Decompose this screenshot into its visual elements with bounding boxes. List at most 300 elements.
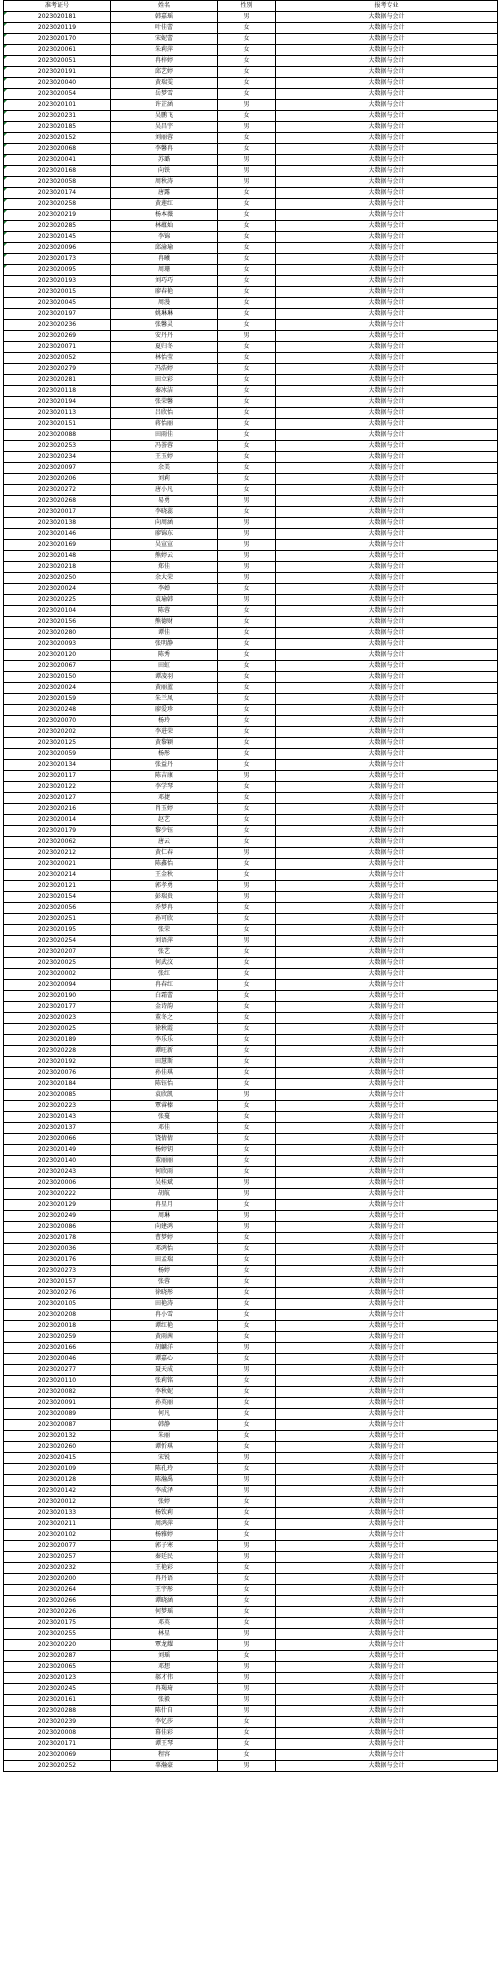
- cell-gender: 女: [218, 716, 276, 727]
- cell-exam-id: 2023020150: [4, 672, 111, 683]
- cell-major: 大数据与会计: [276, 144, 498, 155]
- cell-gender: 女: [218, 1266, 276, 1277]
- cell-gender: 女: [218, 958, 276, 969]
- cell-major: 大数据与会计: [276, 1266, 498, 1277]
- cell-major: 大数据与会计: [276, 331, 498, 342]
- cell-name: 何欣雨: [111, 1167, 218, 1178]
- cell-name: 叶佳蕾: [111, 23, 218, 34]
- table-row: [4, 221, 498, 232]
- cell-exam-id: 2023020214: [4, 870, 111, 881]
- cell-major: 大数据与会计: [276, 463, 498, 474]
- table-row: [4, 56, 498, 67]
- cell-name: 张明静: [111, 639, 218, 650]
- cell-name: 郭子寒: [111, 1541, 218, 1552]
- cell-gender: 女: [218, 1277, 276, 1288]
- cell-gender: 男: [218, 1706, 276, 1717]
- cell-exam-id: 2023020094: [4, 980, 111, 991]
- table-row: [4, 947, 498, 958]
- table-row: [4, 232, 498, 243]
- cell-gender: 女: [218, 650, 276, 661]
- cell-exam-id: 2023020014: [4, 815, 111, 826]
- cell-major: 大数据与会计: [276, 1442, 498, 1453]
- cell-major: 大数据与会计: [276, 848, 498, 859]
- cell-exam-id: 2023020087: [4, 1420, 111, 1431]
- cell-name: 杨彤: [111, 749, 218, 760]
- cell-gender: 女: [218, 144, 276, 155]
- cell-name: 张蓉: [111, 1277, 218, 1288]
- cell-major: 大数据与会计: [276, 694, 498, 705]
- cell-gender: 女: [218, 914, 276, 925]
- cell-name: 赵艺: [111, 815, 218, 826]
- cell-gender: 女: [218, 1002, 276, 1013]
- cell-gender: 女: [218, 628, 276, 639]
- cell-gender: 女: [218, 287, 276, 298]
- cell-gender: 女: [218, 320, 276, 331]
- table-row: [4, 1684, 498, 1695]
- cell-major: 大数据与会计: [276, 1277, 498, 1288]
- cell-major: 大数据与会计: [276, 1409, 498, 1420]
- cell-major: 大数据与会计: [276, 386, 498, 397]
- cell-major: 大数据与会计: [276, 980, 498, 991]
- cell-name: 吴鹏飞: [111, 111, 218, 122]
- table-row: [4, 1376, 498, 1387]
- cell-exam-id: 2023020062: [4, 837, 111, 848]
- cell-gender: 女: [218, 254, 276, 265]
- cell-exam-id: 2023020008: [4, 1728, 111, 1739]
- cell-exam-id: 2023020024: [4, 683, 111, 694]
- cell-name: 陈瀚禹: [111, 1475, 218, 1486]
- cell-exam-id: 2023020061: [4, 45, 111, 56]
- cell-name: 乔梦冉: [111, 903, 218, 914]
- cell-name: 吴宣宣: [111, 540, 218, 551]
- cell-gender: 女: [218, 1464, 276, 1475]
- cell-exam-id: 2023020211: [4, 1519, 111, 1530]
- cell-gender: 女: [218, 1728, 276, 1739]
- cell-name: 韩静: [111, 1420, 218, 1431]
- cell-gender: 女: [218, 1244, 276, 1255]
- cell-major: 大数据与会计: [276, 1376, 498, 1387]
- cell-major: 大数据与会计: [276, 958, 498, 969]
- cell-name: 金诗韵: [111, 1002, 218, 1013]
- cell-major: 大数据与会计: [276, 738, 498, 749]
- cell-gender: 女: [218, 639, 276, 650]
- table-row: [4, 1024, 498, 1035]
- header-exam-id: 准考证号: [4, 1, 111, 12]
- table-row: [4, 199, 498, 210]
- cell-major: 大数据与会计: [276, 122, 498, 133]
- table-row: [4, 1464, 498, 1475]
- cell-major: 大数据与会计: [276, 1728, 498, 1739]
- cell-exam-id: 2023020076: [4, 1068, 111, 1079]
- table-row: [4, 837, 498, 848]
- table-row: [4, 1277, 498, 1288]
- cell-major: 大数据与会计: [276, 562, 498, 573]
- cell-name: 何梦瑶: [111, 1607, 218, 1618]
- candidate-table: [3, 0, 498, 1772]
- table-row: [4, 452, 498, 463]
- table-row: [4, 375, 498, 386]
- cell-exam-id: 2023020051: [4, 56, 111, 67]
- cell-name: 郑佳: [111, 562, 218, 573]
- table-row: [4, 1552, 498, 1563]
- cell-exam-id: 2023020152: [4, 133, 111, 144]
- cell-gender: 女: [218, 793, 276, 804]
- cell-name: 覃睿榛: [111, 1101, 218, 1112]
- table-row: [4, 397, 498, 408]
- cell-exam-id: 2023020218: [4, 562, 111, 573]
- cell-gender: 男: [218, 595, 276, 606]
- cell-gender: 女: [218, 364, 276, 375]
- table-row: [4, 683, 498, 694]
- cell-name: 谭红艳: [111, 1321, 218, 1332]
- cell-exam-id: 2023020045: [4, 298, 111, 309]
- table-row: [4, 1068, 498, 1079]
- cell-name: 幕佳彩: [111, 1728, 218, 1739]
- cell-major: 大数据与会计: [276, 298, 498, 309]
- cell-gender: 女: [218, 782, 276, 793]
- cell-name: 朱莉萍: [111, 45, 218, 56]
- cell-name: 王金秋: [111, 870, 218, 881]
- cell-exam-id: 2023020277: [4, 1365, 111, 1376]
- table-row: [4, 419, 498, 430]
- cell-major: 大数据与会计: [276, 1178, 498, 1189]
- cell-name: 胡麟洋: [111, 1343, 218, 1354]
- cell-major: 大数据与会计: [276, 1563, 498, 1574]
- cell-major: 大数据与会计: [276, 1706, 498, 1717]
- cell-gender: 男: [218, 1486, 276, 1497]
- cell-gender: 女: [218, 1046, 276, 1057]
- cell-gender: 女: [218, 353, 276, 364]
- cell-major: 大数据与会计: [276, 1321, 498, 1332]
- cell-exam-id: 2023020151: [4, 419, 111, 430]
- cell-major: 大数据与会计: [276, 111, 498, 122]
- table-row: [4, 848, 498, 859]
- cell-gender: 女: [218, 452, 276, 463]
- cell-gender: 男: [218, 1453, 276, 1464]
- cell-major: 大数据与会计: [276, 1167, 498, 1178]
- cell-major: 大数据与会计: [276, 749, 498, 760]
- cell-gender: 女: [218, 1519, 276, 1530]
- cell-exam-id: 2023020250: [4, 573, 111, 584]
- cell-gender: 女: [218, 1332, 276, 1343]
- cell-name: 刘瑶: [111, 1651, 218, 1662]
- cell-name: 胡航: [111, 1189, 218, 1200]
- cell-name: 孙佳琪: [111, 1068, 218, 1079]
- cell-gender: 女: [218, 969, 276, 980]
- table-row: [4, 1167, 498, 1178]
- cell-gender: 女: [218, 1596, 276, 1607]
- cell-name: 袁瑜韩: [111, 595, 218, 606]
- table-row: [4, 562, 498, 573]
- table-row: [4, 782, 498, 793]
- cell-exam-id: 2023020228: [4, 1046, 111, 1057]
- cell-major: 大数据与会计: [276, 1695, 498, 1706]
- cell-gender: 女: [218, 309, 276, 320]
- cell-major: 大数据与会计: [276, 1541, 498, 1552]
- cell-gender: 男: [218, 1695, 276, 1706]
- cell-major: 大数据与会计: [276, 485, 498, 496]
- cell-major: 大数据与会计: [276, 892, 498, 903]
- table-row: [4, 1101, 498, 1112]
- cell-gender: 女: [218, 1079, 276, 1090]
- cell-exam-id: 2023020105: [4, 1299, 111, 1310]
- cell-name: 周秋涛: [111, 177, 218, 188]
- cell-name: 秦廷民: [111, 1552, 218, 1563]
- cell-major: 大数据与会计: [276, 23, 498, 34]
- table-row: [4, 1651, 498, 1662]
- table-row: [4, 1123, 498, 1134]
- cell-exam-id: 2023020174: [4, 188, 111, 199]
- cell-gender: 男: [218, 936, 276, 947]
- cell-major: 大数据与会计: [276, 1673, 498, 1684]
- header-name: 姓名: [111, 1, 218, 12]
- cell-name: 刘语萍: [111, 936, 218, 947]
- cell-name: 董冬之: [111, 1013, 218, 1024]
- table-row: [4, 694, 498, 705]
- cell-gender: 女: [218, 1156, 276, 1167]
- table-row: [4, 210, 498, 221]
- cell-gender: 女: [218, 276, 276, 287]
- cell-exam-id: 2023020173: [4, 254, 111, 265]
- cell-exam-id: 2023020122: [4, 782, 111, 793]
- cell-name: 张婷: [111, 1497, 218, 1508]
- cell-exam-id: 2023020040: [4, 78, 111, 89]
- cell-gender: 女: [218, 980, 276, 991]
- cell-major: 大数据与会计: [276, 419, 498, 430]
- table-row: [4, 529, 498, 540]
- cell-major: 大数据与会计: [276, 1288, 498, 1299]
- cell-exam-id: 2023020251: [4, 914, 111, 925]
- cell-major: 大数据与会计: [276, 1035, 498, 1046]
- table-row: [4, 1431, 498, 1442]
- cell-gender: 男: [218, 771, 276, 782]
- cell-exam-id: 2023020145: [4, 232, 111, 243]
- cell-gender: 女: [218, 507, 276, 518]
- cell-major: 大数据与会计: [276, 507, 498, 518]
- table-row: [4, 903, 498, 914]
- cell-exam-id: 2023020219: [4, 210, 111, 221]
- cell-name: 林星: [111, 1629, 218, 1640]
- cell-exam-id: 2023020231: [4, 111, 111, 122]
- cell-major: 大数据与会计: [276, 155, 498, 166]
- cell-exam-id: 2023020125: [4, 738, 111, 749]
- cell-major: 大数据与会计: [276, 430, 498, 441]
- cell-exam-id: 2023020058: [4, 177, 111, 188]
- cell-gender: 女: [218, 760, 276, 771]
- cell-gender: 男: [218, 1211, 276, 1222]
- cell-gender: 男: [218, 1673, 276, 1684]
- cell-name: 陈孔玲: [111, 1464, 218, 1475]
- cell-gender: 女: [218, 870, 276, 881]
- cell-exam-id: 2023020024: [4, 584, 111, 595]
- cell-exam-id: 2023020137: [4, 1123, 111, 1134]
- cell-gender: 女: [218, 738, 276, 749]
- cell-exam-id: 2023020121: [4, 881, 111, 892]
- cell-name: 廖爱珍: [111, 705, 218, 716]
- cell-gender: 男: [218, 155, 276, 166]
- table-row: [4, 793, 498, 804]
- cell-major: 大数据与会计: [276, 1046, 498, 1057]
- cell-exam-id: 2023020273: [4, 1266, 111, 1277]
- cell-name: 吴桂斌: [111, 1178, 218, 1189]
- cell-major: 大数据与会计: [276, 1552, 498, 1563]
- cell-name: 刘巧巧: [111, 276, 218, 287]
- cell-gender: 女: [218, 111, 276, 122]
- cell-gender: 女: [218, 265, 276, 276]
- cell-gender: 女: [218, 1134, 276, 1145]
- cell-exam-id: 2023020281: [4, 375, 111, 386]
- cell-major: 大数据与会计: [276, 199, 498, 210]
- cell-exam-id: 2023020193: [4, 276, 111, 287]
- table-row: [4, 1541, 498, 1552]
- cell-name: 林怡莹: [111, 353, 218, 364]
- cell-major: 大数据与会计: [276, 1299, 498, 1310]
- cell-gender: 男: [218, 1629, 276, 1640]
- cell-exam-id: 2023020129: [4, 1200, 111, 1211]
- cell-exam-id: 2023020101: [4, 100, 111, 111]
- cell-gender: 女: [218, 1387, 276, 1398]
- cell-major: 大数据与会计: [276, 342, 498, 353]
- cell-major: 大数据与会计: [276, 650, 498, 661]
- cell-major: 大数据与会计: [276, 166, 498, 177]
- cell-name: 邱渝瑜: [111, 243, 218, 254]
- cell-gender: 女: [218, 199, 276, 210]
- cell-exam-id: 2023020117: [4, 771, 111, 782]
- table-row: [4, 243, 498, 254]
- cell-name: 夏归冬: [111, 342, 218, 353]
- cell-gender: 女: [218, 1123, 276, 1134]
- cell-name: 张蔓: [111, 1112, 218, 1123]
- cell-exam-id: 2023020208: [4, 1310, 111, 1321]
- cell-major: 大数据与会计: [276, 771, 498, 782]
- cell-major: 大数据与会计: [276, 1233, 498, 1244]
- cell-name: 冉星月: [111, 1200, 218, 1211]
- cell-gender: 女: [218, 386, 276, 397]
- cell-name: 邓鸿怡: [111, 1244, 218, 1255]
- table-row: [4, 1442, 498, 1453]
- cell-exam-id: 2023020245: [4, 1684, 111, 1695]
- cell-gender: 女: [218, 991, 276, 1002]
- cell-exam-id: 2023020138: [4, 518, 111, 529]
- cell-gender: 女: [218, 804, 276, 815]
- table-row: [4, 298, 498, 309]
- cell-major: 大数据与会计: [276, 12, 498, 23]
- cell-exam-id: 2023020065: [4, 1662, 111, 1673]
- cell-exam-id: 2023020171: [4, 1739, 111, 1750]
- cell-exam-id: 2023020266: [4, 1596, 111, 1607]
- table-row: [4, 276, 498, 287]
- cell-name: 蒋怡丽: [111, 419, 218, 430]
- cell-exam-id: 2023020280: [4, 628, 111, 639]
- cell-name: 张艺: [111, 947, 218, 958]
- cell-major: 大数据与会计: [276, 1585, 498, 1596]
- cell-exam-id: 2023020086: [4, 1222, 111, 1233]
- cell-name: 廖锦东: [111, 529, 218, 540]
- cell-gender: 女: [218, 1299, 276, 1310]
- table-row: [4, 155, 498, 166]
- table-row: [4, 1233, 498, 1244]
- cell-name: 冉小雪: [111, 1310, 218, 1321]
- cell-exam-id: 2023020123: [4, 1673, 111, 1684]
- cell-name: 田孟瑞: [111, 1255, 218, 1266]
- table-row: [4, 969, 498, 980]
- table-row: [4, 1035, 498, 1046]
- cell-name: 王艳彩: [111, 1563, 218, 1574]
- cell-major: 大数据与会计: [276, 276, 498, 287]
- table-row: [4, 1090, 498, 1101]
- cell-gender: 女: [218, 694, 276, 705]
- cell-gender: 男: [218, 12, 276, 23]
- cell-major: 大数据与会计: [276, 375, 498, 386]
- cell-name: 张益丹: [111, 760, 218, 771]
- cell-major: 大数据与会计: [276, 1090, 498, 1101]
- cell-gender: 男: [218, 529, 276, 540]
- cell-major: 大数据与会计: [276, 1013, 498, 1024]
- cell-major: 大数据与会计: [276, 1101, 498, 1112]
- cell-major: 大数据与会计: [276, 617, 498, 628]
- cell-major: 大数据与会计: [276, 265, 498, 276]
- cell-major: 大数据与会计: [276, 1354, 498, 1365]
- cell-name: 杨本薇: [111, 210, 218, 221]
- cell-name: 饶倩倩: [111, 1134, 218, 1145]
- cell-exam-id: 2023020102: [4, 1530, 111, 1541]
- cell-name: 周漫: [111, 298, 218, 309]
- cell-exam-id: 2023020169: [4, 540, 111, 551]
- table-row: [4, 12, 498, 23]
- cell-major: 大数据与会计: [276, 1222, 498, 1233]
- cell-name: 岳梦雪: [111, 89, 218, 100]
- cell-exam-id: 2023020264: [4, 1585, 111, 1596]
- table-row: [4, 650, 498, 661]
- cell-gender: 女: [218, 1607, 276, 1618]
- cell-major: 大数据与会计: [276, 969, 498, 980]
- table-row: [4, 1134, 498, 1145]
- table-row: [4, 606, 498, 617]
- cell-name: 曹梦婷: [111, 1233, 218, 1244]
- cell-gender: 男: [218, 177, 276, 188]
- table-row: [4, 1563, 498, 1574]
- cell-gender: 男: [218, 881, 276, 892]
- cell-name: 徐晓彤: [111, 1288, 218, 1299]
- cell-name: 张荣: [111, 925, 218, 936]
- cell-gender: 男: [218, 331, 276, 342]
- cell-name: 何武汶: [111, 958, 218, 969]
- cell-exam-id: 2023020223: [4, 1101, 111, 1112]
- cell-name: 邓佳: [111, 1123, 218, 1134]
- cell-exam-id: 2023020191: [4, 67, 111, 78]
- cell-name: 谭忻琪: [111, 1442, 218, 1453]
- cell-major: 大数据与会计: [276, 1607, 498, 1618]
- cell-name: 向周涵: [111, 518, 218, 529]
- table-row: [4, 1508, 498, 1519]
- table-row: [4, 331, 498, 342]
- cell-name: 田慧斯: [111, 1057, 218, 1068]
- cell-name: 宋锐: [111, 1453, 218, 1464]
- cell-gender: 女: [218, 1651, 276, 1662]
- cell-major: 大数据与会计: [276, 1200, 498, 1211]
- cell-gender: 女: [218, 1057, 276, 1068]
- cell-name: 姚琳琳: [111, 309, 218, 320]
- cell-gender: 男: [218, 1189, 276, 1200]
- cell-gender: 女: [218, 1112, 276, 1123]
- cell-name: 李成泽: [111, 1486, 218, 1497]
- cell-major: 大数据与会计: [276, 452, 498, 463]
- cell-gender: 女: [218, 463, 276, 474]
- cell-major: 大数据与会计: [276, 1420, 498, 1431]
- cell-exam-id: 2023020068: [4, 144, 111, 155]
- cell-name: 朱丽: [111, 1431, 218, 1442]
- cell-major: 大数据与会计: [276, 1365, 498, 1376]
